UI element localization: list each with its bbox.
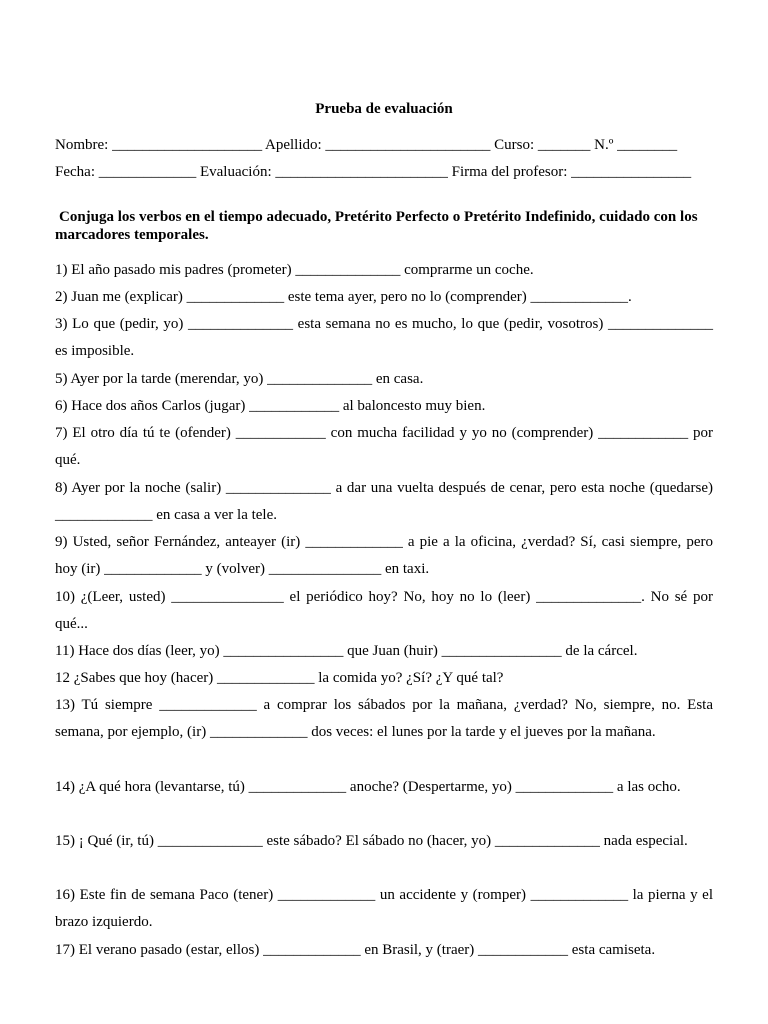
exercise-14: 14) ¿A qué hora (levantarse, tú) _____________ anoche? (Despertarme, yo) _____________ a las ocho. bbox=[55, 779, 681, 795]
exercise-3: 3) Lo que (pedir, yo) ______________ esta semana no es mucho, lo que (pedir, vosotros) ______________ es imposible. bbox=[55, 316, 713, 359]
instructions: Conjuga los verbos en el tiempo adecuado, Pretérito Perfecto o Pretérito Indefinido, cuidado con los marcadores temporales. bbox=[55, 209, 698, 243]
exercise-10: 10) ¿(Leer, usted) _______________ el periódico hoy? No, hoy no lo (leer) ______________. No sé por qué... bbox=[55, 589, 713, 632]
exercise-5: 5) Ayer por la tarde (merendar, yo) ______________ en casa. bbox=[55, 371, 424, 387]
exercise-8: 8) Ayer por la noche (salir) ______________ a dar una vuelta después de cenar, pero esta noche (quedarse) _____________ en casa a ver la tele. bbox=[55, 480, 713, 523]
exercise-17: 17) El verano pasado (estar, ellos) _____________ en Brasil, y (traer) ____________ esta camiseta. bbox=[55, 942, 656, 958]
exercise-7: 7) El otro día tú te (ofender) ____________ con mucha facilidad y yo no (comprender) ____________ por qué. bbox=[55, 425, 713, 468]
exercise-16: 16) Este fin de semana Paco (tener) _____________ un accidente y (romper) _____________ la pierna y el brazo izquierdo. bbox=[55, 887, 713, 930]
exercise-2: 2) Juan me (explicar) _____________ este tema ayer, pero no lo (comprender) _____________. bbox=[55, 289, 632, 305]
exercise-9: 9) Usted, señor Fernández, anteayer (ir) _____________ a pie a la oficina, ¿verdad? Sí, casi siempre, pero hoy (ir) _____________ y (volver) _______________ en taxi. bbox=[55, 534, 713, 577]
header-line-name: Nombre: ____________________ Apellido: ______________________ Curso: _______ N.º ________ bbox=[55, 137, 678, 153]
exercise-12: 12 ¿Sabes que hoy (hacer) _____________ la comida yo? ¿Sí? ¿Y qué tal? bbox=[55, 670, 504, 686]
exercise-6: 6) Hace dos años Carlos (jugar) ____________ al baloncesto muy bien. bbox=[55, 398, 486, 414]
exercise-1: 1) El año pasado mis padres (prometer) ______________ comprarme un coche. bbox=[55, 262, 534, 278]
exercise-15: 15) ¡ Qué (ir, tú) ______________ este sábado? El sábado no (hacer, yo) ______________ nada especial. bbox=[55, 833, 688, 849]
exercise-11: 11) Hace dos días (leer, yo) ________________ que Juan (huir) ________________ de la cárcel. bbox=[55, 643, 638, 659]
page-title: Prueba de evaluación bbox=[315, 101, 453, 117]
exercise-13: 13) Tú siempre _____________ a comprar los sábados por la mañana, ¿verdad? No, siempre, no. Esta semana, por ejemplo, (ir) _____________ dos veces: el lunes por la tarde y el jueves por la mañana. bbox=[55, 697, 713, 740]
header-line-date: Fecha: _____________ Evaluación: _______________________ Firma del profesor: ________________ bbox=[55, 164, 692, 180]
